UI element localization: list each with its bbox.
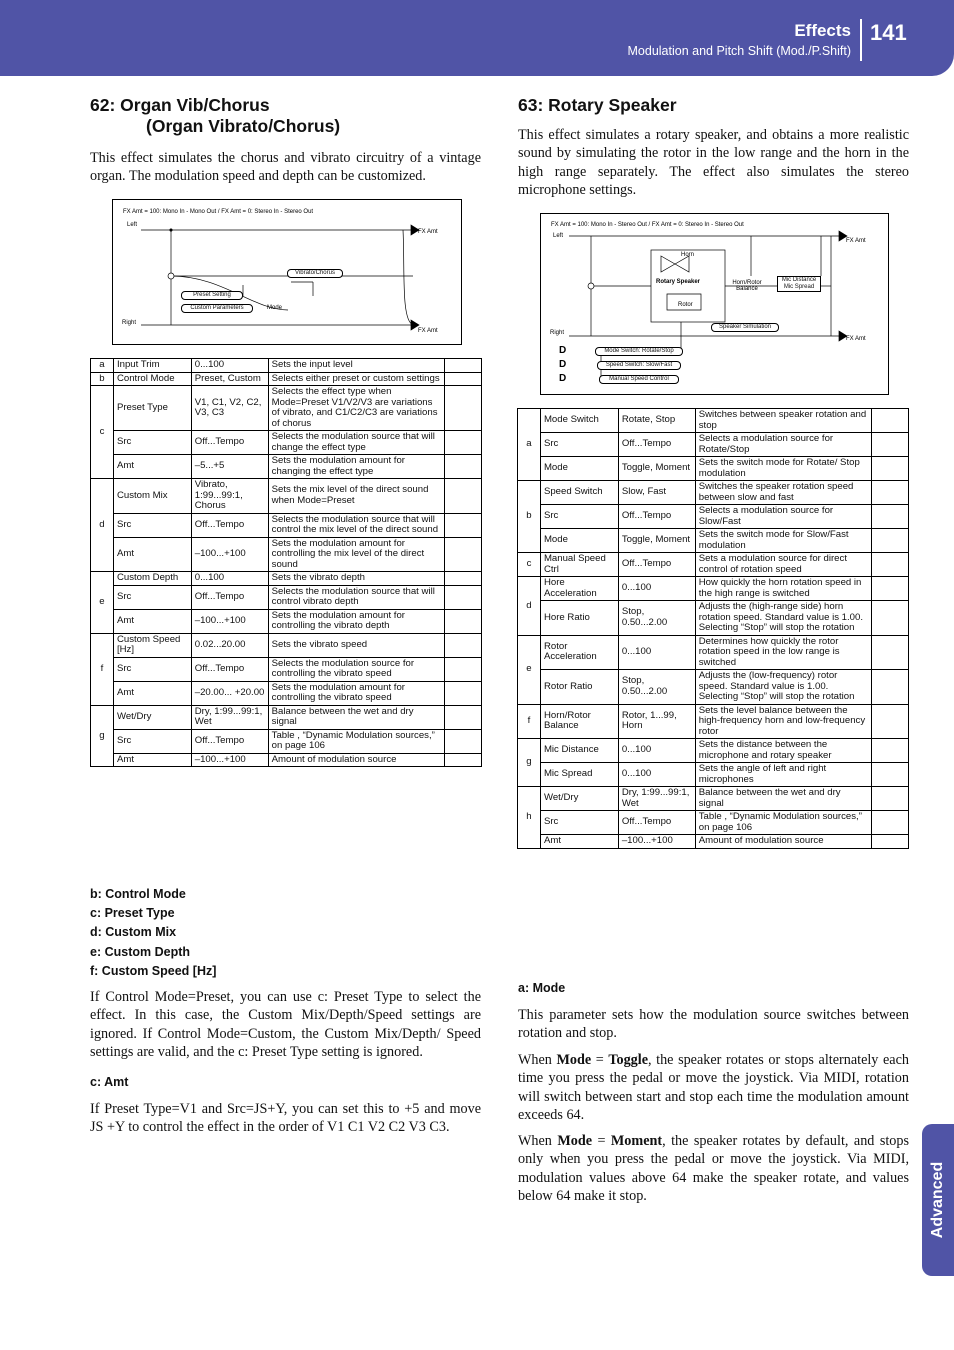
- param-name-cell: Src: [540, 811, 618, 835]
- param-name-cell: Manual Speed Ctrl: [540, 553, 618, 577]
- group-letter: d: [518, 577, 541, 636]
- param-blank-cell: [872, 529, 909, 553]
- param-name-cell: Src: [113, 729, 191, 753]
- param-range-cell: Off...Tempo: [191, 657, 268, 681]
- param-desc-cell: Sets the angle of left and right microphones: [695, 763, 871, 787]
- param-desc-cell: Selects the effect type when Mode=Preset V1/V2/V3 are variations of vibrato, and C1/C2/C3 are variations of chorus: [268, 386, 444, 431]
- param-blank-cell: [445, 431, 482, 455]
- param-blank-cell: [872, 704, 909, 739]
- manual-speed-mod-icon: D: [559, 373, 567, 384]
- table-row: [518, 763, 909, 787]
- param-blank-cell: [872, 739, 909, 763]
- param-name-cell: Amt: [113, 455, 191, 479]
- param-blank-cell: [445, 681, 482, 705]
- section-tab-advanced[interactable]: [922, 1124, 954, 1276]
- param-range-cell: Off...Tempo: [618, 553, 695, 577]
- param-desc-cell: Determines how quickly the rotor rotation speed in the low range is switched: [695, 635, 871, 670]
- param-range-cell: Stop, 0.50...2.00: [618, 601, 695, 636]
- organ-signal-diagram: [112, 199, 462, 345]
- header-title: Effects: [794, 21, 851, 40]
- param-name-cell: Src: [113, 513, 191, 537]
- param-blank-cell: [445, 609, 482, 633]
- param-name-cell: Mode: [540, 529, 618, 553]
- param-blank-cell: [445, 657, 482, 681]
- section-heading-rotary: 63: Rotary Speaker: [518, 95, 677, 115]
- param-name-cell: Hore Ratio: [540, 601, 618, 636]
- param-name-cell: Amt: [113, 537, 191, 572]
- param-desc-cell: Amount of modulation source: [268, 753, 444, 767]
- param-name-cell: Speed Switch: [540, 481, 618, 505]
- param-blank-cell: [872, 670, 909, 705]
- table-row: [91, 372, 482, 386]
- param-blank-cell: [445, 633, 482, 657]
- group-letter: a: [91, 359, 114, 373]
- param-desc-cell: Selects the modulation source that will control vibrato depth: [268, 585, 444, 609]
- param-range-cell: Off...Tempo: [618, 505, 695, 529]
- param-range-cell: –20.00... +20.00: [191, 681, 268, 705]
- param-blank-cell: [872, 481, 909, 505]
- param-desc-cell: Switches the speaker rotation speed between slow and fast: [695, 481, 871, 505]
- param-desc-cell: Sets a modulation source for direct control of rotation speed: [695, 553, 871, 577]
- rotary-speaker-label: Rotary Speaker: [656, 279, 701, 285]
- toggle-paragraph: When Mode = Toggle, the speaker rotates or stops alternately each time you press the pedal or move the joystick. Via MIDI, rotation will switch between start and stop each time the modulation amount exceeds 64.: [518, 1052, 909, 1123]
- group-letter: e: [518, 635, 541, 704]
- param-desc-cell: Selects the modulation source that will control the mix level of the direct sound: [268, 513, 444, 537]
- speed-switch-block: Speed Switch: Slow/Fast: [597, 361, 681, 370]
- param-desc-cell: Switches between speaker rotation and stop: [695, 409, 871, 433]
- table-row: [91, 657, 482, 681]
- param-desc-cell: Balance between the wet and dry signal: [268, 705, 444, 729]
- mic-distance-spread-block: Mic Distance Mic Spread: [777, 276, 821, 292]
- param-desc-cell: Sets the distance between the microphone and rotary speaker: [695, 739, 871, 763]
- param-name-item: b: Control Mode: [90, 887, 186, 901]
- table-row: [91, 431, 482, 455]
- horn-label: Horn: [681, 252, 695, 258]
- param-desc-cell: Selects the modulation source that will change the effect type: [268, 431, 444, 455]
- heading-line2: (Organ Vibrato/Chorus): [146, 116, 341, 136]
- group-letter: b: [91, 372, 114, 386]
- table-row: [518, 811, 909, 835]
- param-name-cell: Hore Acceleration: [540, 577, 618, 601]
- table-row: [518, 529, 909, 553]
- page-header: [0, 0, 954, 76]
- rotary-diagram-lines: [541, 214, 888, 394]
- table-row: [91, 386, 482, 431]
- param-range-cell: Preset, Custom: [191, 372, 268, 386]
- table-row: [518, 481, 909, 505]
- organ-diagram-fxamt-bottom: FX Amt: [418, 328, 438, 334]
- param-desc-cell: Sets the modulation amount for controlling the vibrato speed: [268, 681, 444, 705]
- param-name-cell: Rotor Ratio: [540, 670, 618, 705]
- param-range-cell: Dry, 1:99...99:1, Wet: [618, 787, 695, 811]
- param-range-cell: Vibrato, 1:99...99:1, Chorus: [191, 479, 268, 514]
- param-name-cell: Amt: [113, 609, 191, 633]
- moment-paragraph: When Mode = Moment, the speaker rotates by default, and stops only when you press the pedal or move the joystick. Via MIDI, modulation values above 64 make the speaker rotate, and values below 64 make it stop.: [518, 1133, 909, 1204]
- param-blank-cell: [872, 577, 909, 601]
- param-desc-cell: Balance between the wet and dry signal: [695, 787, 871, 811]
- mode-subheading: a: Mode: [518, 981, 566, 995]
- heading-line1: 62: Organ Vib/Chorus: [90, 95, 270, 115]
- table-row: [91, 513, 482, 537]
- param-desc-cell: Sets the level balance between the high-frequency horn and low-frequency rotor: [695, 704, 871, 739]
- param-desc-cell: Sets the vibrato depth: [268, 572, 444, 586]
- table-row: [91, 455, 482, 479]
- organ-diagram-caption: FX Amt = 100: Mono In - Mono Out / FX Amt = 0: Stereo In - Stereo Out: [123, 209, 314, 215]
- param-blank-cell: [872, 601, 909, 636]
- preset-setting-block: Preset Setting: [181, 291, 243, 300]
- mode-switch-block: Mode Switch: Rotate/Stop: [595, 347, 683, 356]
- table-row: [518, 409, 909, 433]
- param-desc-cell: Selects a modulation source for Rotate/Stop: [695, 433, 871, 457]
- param-name-item: f: Custom Speed [Hz]: [90, 963, 217, 978]
- param-blank-cell: [872, 763, 909, 787]
- param-blank-cell: [872, 505, 909, 529]
- param-desc-cell: Sets the modulation amount for changing the effect type: [268, 455, 444, 479]
- param-name-cell: Horn/Rotor Balance: [540, 704, 618, 739]
- mode-switch-mod-icon: D: [559, 345, 567, 356]
- custom-parameters-block: Custom Parameters: [181, 304, 253, 313]
- table-row: [91, 585, 482, 609]
- param-desc-cell: Sets the modulation amount for controlling the vibrato depth: [268, 609, 444, 633]
- rotary-diagram-caption: FX Amt = 100: Mono In - Stereo Out / FX Amt = 0: Stereo In - Stereo Out: [551, 222, 744, 228]
- param-desc-cell: Selects a modulation source for Slow/Fast: [695, 505, 871, 529]
- group-letter: f: [91, 633, 114, 705]
- param-name-cell: Custom Speed [Hz]: [113, 633, 191, 657]
- param-range-cell: 0...100: [618, 577, 695, 601]
- param-range-cell: Toggle, Moment: [618, 529, 695, 553]
- param-blank-cell: [872, 635, 909, 670]
- param-blank-cell: [445, 359, 482, 373]
- param-name-cell: Mode: [540, 457, 618, 481]
- rotary-signal-diagram: [540, 213, 889, 395]
- rotary-diagram-left-label: Left: [553, 233, 564, 239]
- param-blank-cell: [872, 433, 909, 457]
- param-blank-cell: [445, 572, 482, 586]
- manual-speed-block: Manual Speed Control: [599, 375, 679, 384]
- param-blank-cell: [445, 537, 482, 572]
- param-range-cell: Slow, Fast: [618, 481, 695, 505]
- param-range-cell: Off...Tempo: [191, 513, 268, 537]
- param-desc-cell: Amount of modulation source: [695, 835, 871, 849]
- param-name-cell: Src: [113, 657, 191, 681]
- table-row: [91, 705, 482, 729]
- param-name-cell: Amt: [113, 753, 191, 767]
- param-blank-cell: [445, 705, 482, 729]
- param-range-cell: –5...+5: [191, 455, 268, 479]
- param-name-cell: Wet/Dry: [113, 705, 191, 729]
- organ-diagram-left-label: Left: [127, 222, 138, 228]
- param-blank-cell: [445, 729, 482, 753]
- param-blank-cell: [445, 479, 482, 514]
- param-name-cell: Custom Mix: [113, 479, 191, 514]
- param-desc-cell: Sets the vibrato speed: [268, 633, 444, 657]
- table-row: [91, 729, 482, 753]
- param-blank-cell: [872, 553, 909, 577]
- param-name-cell: Mic Distance: [540, 739, 618, 763]
- group-letter: g: [518, 739, 541, 787]
- param-name-cell: Input Trim: [113, 359, 191, 373]
- param-range-cell: 0.02...20.00: [191, 633, 268, 657]
- param-range-cell: Off...Tempo: [191, 431, 268, 455]
- param-range-cell: Dry, 1:99...99:1, Wet: [191, 705, 268, 729]
- rotary-diagram-right-label: Right: [550, 330, 565, 336]
- param-range-cell: Rotate, Stop: [618, 409, 695, 433]
- amt-subheading: c: Amt: [90, 1075, 129, 1089]
- control-mode-paragraph: If Control Mode=Preset, you can use c: Preset Type to select the effect. In this case, the Custom Mix/Depth/Speed settings are ignored. If Control Mode=Custom, the Custom Mix/Depth/ Speed settings are valid, and the c: Preset Type setting is ignored.: [90, 989, 481, 1060]
- param-name-cell: Wet/Dry: [540, 787, 618, 811]
- param-desc-cell: Table , “Dynamic Modulation sources,” on page 106: [268, 729, 444, 753]
- table-row: [91, 633, 482, 657]
- table-row: [518, 670, 909, 705]
- section-heading-organ-vib: [90, 95, 340, 137]
- header-divider: [860, 19, 862, 61]
- page-number: 141: [870, 20, 907, 45]
- param-name-cell: Mode Switch: [540, 409, 618, 433]
- param-name-cell: Src: [113, 431, 191, 455]
- table-row: [518, 505, 909, 529]
- param-range-cell: –100...+100: [191, 537, 268, 572]
- table-row: [518, 739, 909, 763]
- table-row: [91, 609, 482, 633]
- table-row: [518, 787, 909, 811]
- param-range-cell: 0...100: [618, 739, 695, 763]
- param-blank-cell: [445, 753, 482, 767]
- group-letter: c: [91, 386, 114, 479]
- param-name-cell: Amt: [540, 835, 618, 849]
- param-blank-cell: [445, 513, 482, 537]
- param-name-item: d: Custom Mix: [90, 925, 177, 940]
- param-name-cell: Control Mode: [113, 372, 191, 386]
- param-name-cell: Src: [113, 585, 191, 609]
- table-row: [518, 835, 909, 849]
- mode-paragraph: This parameter sets how the modulation source switches between rotation and stop.: [518, 1007, 909, 1042]
- param-blank-cell: [445, 372, 482, 386]
- param-range-cell: Off...Tempo: [618, 433, 695, 457]
- param-name-cell: Mic Spread: [540, 763, 618, 787]
- param-name-cell: Src: [540, 505, 618, 529]
- table-row: [91, 753, 482, 767]
- horn-rotor-balance-label: Horn/Rotor Balance: [732, 280, 762, 292]
- param-name-cell: Custom Depth: [113, 572, 191, 586]
- param-range-cell: –100...+100: [618, 835, 695, 849]
- param-range-cell: –100...+100: [191, 753, 268, 767]
- param-blank-cell: [872, 457, 909, 481]
- group-letter: h: [518, 787, 541, 849]
- param-blank-cell: [445, 455, 482, 479]
- param-range-cell: V1, C1, V2, C2, V3, C3: [191, 386, 268, 431]
- param-range-cell: 0...100: [618, 763, 695, 787]
- table-row: [518, 635, 909, 670]
- table-row: [91, 537, 482, 572]
- table-row: [518, 577, 909, 601]
- organ-intro: This effect simulates the chorus and vibrato circuitry of a vintage organ. The modulation speed and depth can be customized.: [90, 150, 481, 185]
- param-desc-cell: How quickly the horn rotation speed in the high range is switched: [695, 577, 871, 601]
- group-letter: e: [91, 572, 114, 634]
- table-row: [91, 572, 482, 586]
- param-blank-cell: [445, 585, 482, 609]
- param-name-cell: Rotor Acceleration: [540, 635, 618, 670]
- rotary-diagram-fxamt-top: FX Amt: [846, 238, 866, 244]
- group-letter: a: [518, 409, 541, 481]
- vibrato-chorus-block: Vibrato/Chorus: [287, 269, 343, 278]
- param-desc-cell: Adjusts the (low-frequency) rotor speed. Standard value is 1.00. Selecting “Stop” will stop the rotation: [695, 670, 871, 705]
- param-range-cell: Stop, 0.50...2.00: [618, 670, 695, 705]
- param-name-item: e: Custom Depth: [90, 944, 190, 959]
- rotary-param-table: [517, 408, 909, 849]
- param-name-cell: Amt: [113, 681, 191, 705]
- table-row: [91, 359, 482, 373]
- group-letter: g: [91, 705, 114, 767]
- param-desc-cell: Table , “Dynamic Modulation sources,” on page 106: [695, 811, 871, 835]
- param-name-item: c: Preset Type: [90, 906, 175, 921]
- param-range-cell: Off...Tempo: [191, 585, 268, 609]
- param-range-cell: Rotor, 1...99, Horn: [618, 704, 695, 739]
- param-range-cell: –100...+100: [191, 609, 268, 633]
- param-blank-cell: [872, 811, 909, 835]
- table-row: [518, 553, 909, 577]
- param-blank-cell: [872, 409, 909, 433]
- rotary-intro: This effect simulates a rotary speaker, and obtains a more realistic sound by simulating the rotor in the low range and the horn in the high range separately. The effect also simulates the stereo microphone settings.: [518, 127, 909, 198]
- table-row: [518, 704, 909, 739]
- group-letter: d: [91, 479, 114, 572]
- param-name-cell: Preset Type: [113, 386, 191, 431]
- param-range-cell: 0...100: [191, 572, 268, 586]
- header-subtitle: Modulation and Pitch Shift (Mod./P.Shift): [627, 44, 851, 58]
- param-blank-cell: [445, 386, 482, 431]
- param-blank-cell: [872, 787, 909, 811]
- table-row: [91, 681, 482, 705]
- param-desc-cell: Sets the switch mode for Slow/Fast modulation: [695, 529, 871, 553]
- table-row: [91, 479, 482, 514]
- param-name-cell: Src: [540, 433, 618, 457]
- speed-switch-mod-icon: D: [559, 359, 567, 370]
- param-range-cell: 0...100: [191, 359, 268, 373]
- speaker-simulation-block: Speaker Simulation: [711, 323, 779, 332]
- param-range-cell: Off...Tempo: [618, 811, 695, 835]
- organ-diagram-fxamt-top: FX Amt: [418, 229, 438, 235]
- group-letter: f: [518, 704, 541, 739]
- rotor-label: Rotor: [678, 302, 693, 308]
- organ-param-table: [90, 358, 482, 767]
- param-range-cell: 0...100: [618, 635, 695, 670]
- param-desc-cell: Adjusts the (high-range side) horn rotation speed. Standard value is 1.00. Selecting “Stop” will stop the rotation: [695, 601, 871, 636]
- param-desc-cell: Sets the switch mode for Rotate/ Stop modulation: [695, 457, 871, 481]
- organ-param-name-list: [90, 885, 216, 981]
- param-desc-cell: Sets the modulation amount for controlling the mix level of the direct sound: [268, 537, 444, 572]
- table-row: [518, 601, 909, 636]
- section-tab-label: Advanced: [929, 1161, 946, 1239]
- param-range-cell: Off...Tempo: [191, 729, 268, 753]
- table-row: [518, 433, 909, 457]
- group-letter: c: [518, 553, 541, 577]
- organ-diagram-right-label: Right: [122, 320, 137, 326]
- amt-paragraph: If Preset Type=V1 and Src=JS+Y, you can set this to +5 and move JS +Y to control the effect in the order of V1 C1 V2 C2 V3 C3.: [90, 1101, 481, 1136]
- group-letter: b: [518, 481, 541, 553]
- param-range-cell: Toggle, Moment: [618, 457, 695, 481]
- organ-diagram-mode-label: Mode: [267, 305, 283, 311]
- rotary-diagram-fxamt-bottom: FX Amt: [846, 336, 866, 342]
- param-desc-cell: Selects the modulation source for controlling the vibrato speed: [268, 657, 444, 681]
- param-desc-cell: Selects either preset or custom settings: [268, 372, 444, 386]
- param-blank-cell: [872, 835, 909, 849]
- param-desc-cell: Sets the mix level of the direct sound when Mode=Preset: [268, 479, 444, 514]
- param-desc-cell: Sets the input level: [268, 359, 444, 373]
- table-row: [518, 457, 909, 481]
